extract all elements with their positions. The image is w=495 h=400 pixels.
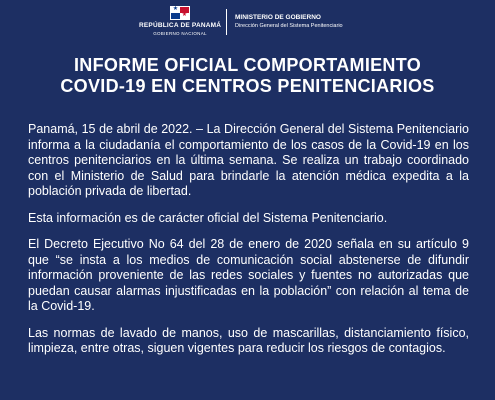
body-text	[28, 122, 469, 368]
paragraph-intro: Panamá, 15 de abril de 2022. – La Dirección General del Sistema Penitenciario informa a la ciudadanía el comportamiento de los casos de la Covid-19 en los centros penitenciarios en la última semana. Se realiza un trabajo coordinado con el Ministerio de Salud para brindarle la atención médica expedita a la población privada de libertad.	[28, 122, 469, 198]
paragraph-official: Esta información es de carácter oficial del Sistema Penitenciario.	[28, 210, 388, 225]
header-divider	[226, 9, 227, 35]
republica-logo	[139, 6, 221, 37]
ministry-label: MINISTERIO DE GOBIERNO	[235, 14, 321, 21]
header	[0, 6, 495, 42]
ministry-logo	[235, 14, 343, 30]
paragraph-decree: El Decreto Ejecutivo No 64 del 28 de enero de 2020 señala en su artículo 9 que “se insta a los medios de comunicación social abstenerse de difundir información proveniente de las redes sociales y fuentes no autorizadas que puedan causar alarmas injustificadas en la población” con relación al tema de la Covid-19.	[28, 237, 469, 313]
direction-label: Dirección General del Sistema Penitenciario	[235, 23, 343, 29]
title-line-2: COVID-19 EN CENTROS PENITENCIARIOS	[60, 76, 435, 96]
page-title	[0, 55, 495, 97]
title-line-1: INFORME OFICIAL COMPORTAMIENTO	[74, 55, 421, 75]
republic-label: REPÚBLICA DE PANAMÁ	[139, 22, 222, 29]
government-label: GOBIERNO NACIONAL	[153, 31, 207, 36]
paragraph-norms: Las normas de lavado de manos, uso de mascarillas, distanciamiento físico, limpieza, entre otras, siguen vigentes para reducir los riesgos de contagios.	[28, 325, 469, 355]
panama-flag-icon: ★ ★	[170, 6, 190, 20]
